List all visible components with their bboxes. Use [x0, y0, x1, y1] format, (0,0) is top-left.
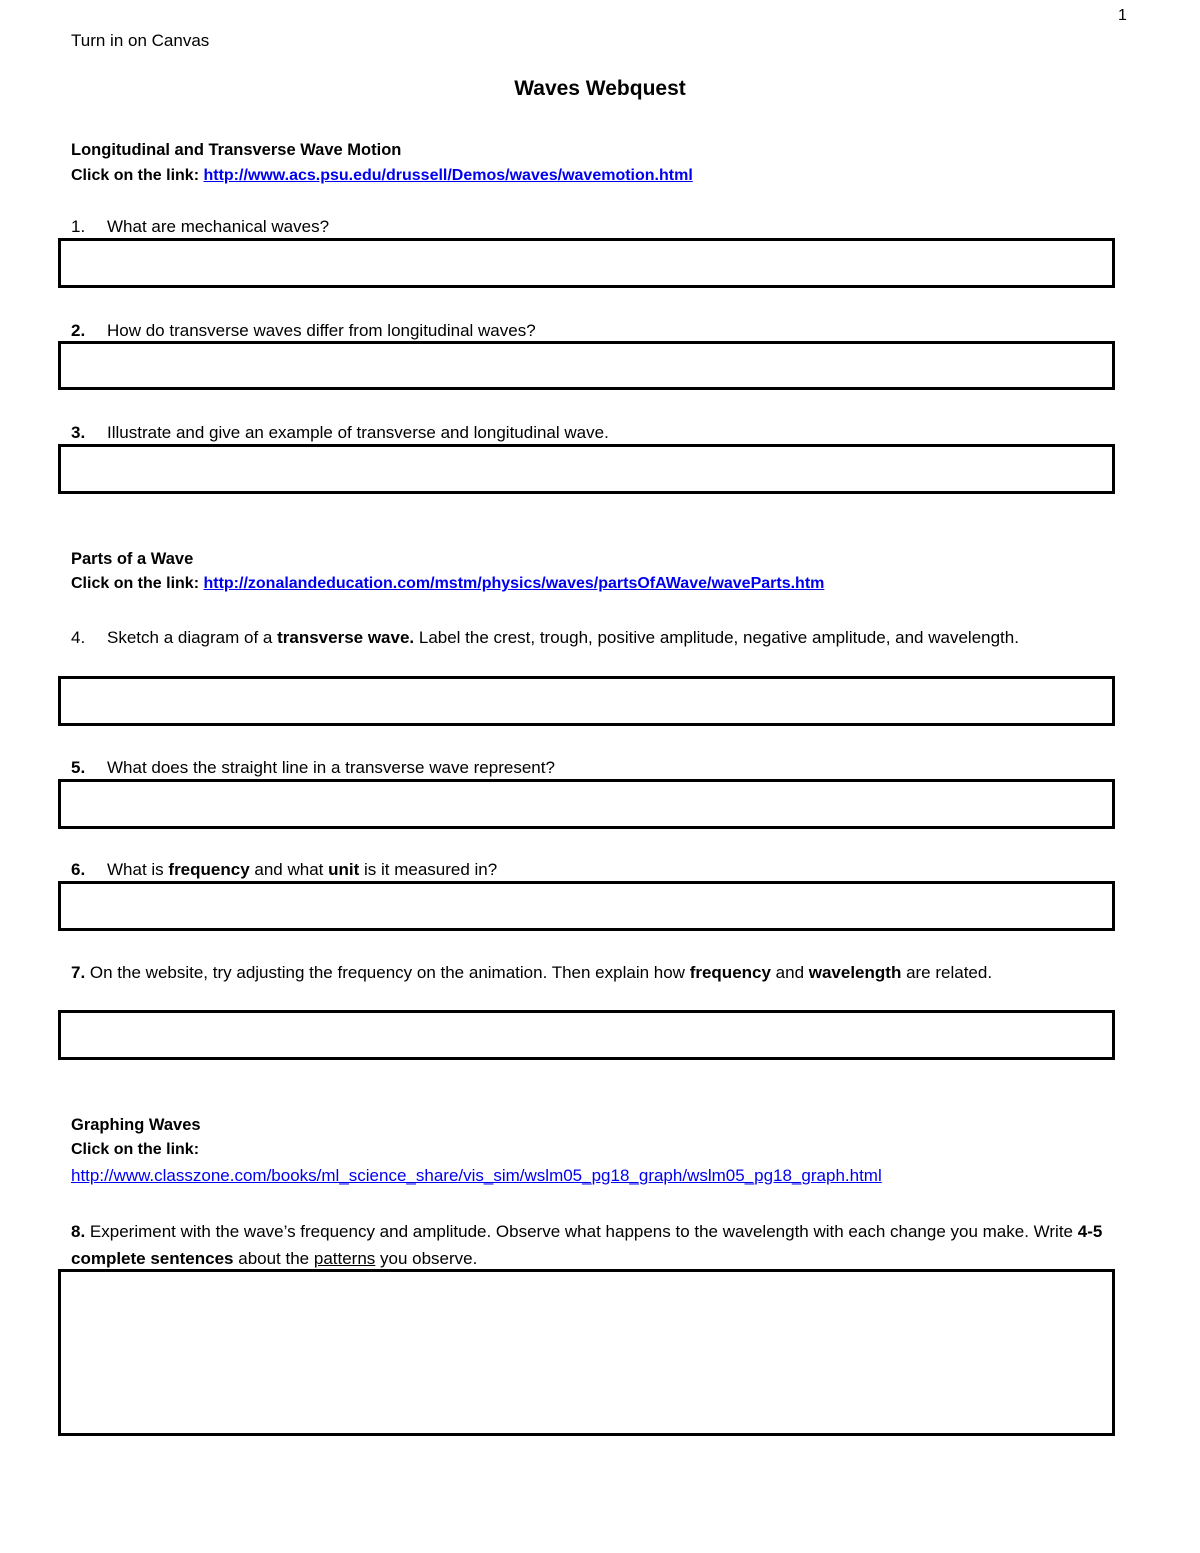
section-title-graphing-waves: Graphing Waves: [71, 1116, 201, 1134]
parts-of-wave-link[interactable]: http://zonalandeducation.com/mstm/physics/waves/partsOfAWave/waveParts.htm: [203, 575, 825, 592]
question-bold-term: frequency: [168, 860, 250, 879]
answer-box-3[interactable]: [58, 444, 1115, 494]
question-3: [71, 419, 1121, 446]
question-text: you observe.: [375, 1249, 478, 1268]
question-number: 2.: [71, 321, 86, 340]
question-underlined-term: patterns: [313, 1249, 376, 1268]
question-number: 3.: [71, 423, 86, 442]
answer-box-1[interactable]: [58, 238, 1115, 288]
question-bold-term: 4-5 complete sentences: [71, 1222, 1103, 1268]
question-6: [71, 856, 1121, 883]
question-number: 1.: [71, 217, 86, 236]
question-text: Illustrate and give an example of transverse and longitudinal wave.: [107, 423, 609, 442]
question-text: What is: [107, 860, 169, 879]
answer-box-2[interactable]: [58, 341, 1115, 390]
question-1: [71, 213, 1121, 240]
question-bold-term: wavelength: [808, 963, 902, 982]
question-bold-term: unit: [328, 860, 360, 879]
page-number: 1: [1118, 7, 1127, 24]
question-7: [71, 959, 1121, 986]
question-text: are related.: [901, 963, 993, 982]
question-text: How do transverse waves differ from longitudinal waves?: [107, 321, 536, 340]
question-number: 6.: [71, 860, 86, 879]
answer-box-8[interactable]: [58, 1269, 1115, 1436]
answer-box-4[interactable]: [58, 676, 1115, 726]
question-text: Sketch a diagram of a: [107, 628, 278, 647]
document-title: Waves Webquest: [514, 77, 686, 100]
link-line-wave-motion: [71, 167, 693, 185]
wave-motion-link[interactable]: http://www.acs.psu.edu/drussell/Demos/waves/wavemotion.html: [203, 167, 693, 184]
question-5: [71, 754, 1121, 781]
answer-box-5[interactable]: [58, 779, 1115, 829]
question-text: Experiment with the wave’s frequency and amplitude. Observe what happens to the wavelength with each change you make. Write: [85, 1222, 1078, 1241]
question-text: What are mechanical waves?: [107, 217, 330, 236]
question-number: 8.: [71, 1222, 86, 1241]
question-text: and: [770, 963, 809, 982]
question-text: Label the crest, trough, positive amplitude, negative amplitude, and wavelength.: [414, 628, 1019, 647]
question-bold-term: frequency: [689, 963, 771, 982]
page-header: Turn in on Canvas: [71, 31, 210, 50]
link-line-parts-of-wave: [71, 575, 824, 593]
link-prefix: Click on the link:: [71, 575, 204, 592]
answer-box-6[interactable]: [58, 881, 1115, 931]
link-line-graphing-waves: [71, 1166, 882, 1186]
question-text: What does the straight line in a transverse wave represent?: [107, 758, 555, 777]
question-text: about the: [233, 1249, 314, 1268]
question-4: [71, 624, 1121, 651]
link-prefix: Click on the link:: [71, 167, 204, 184]
section-title-wave-motion: Longitudinal and Transverse Wave Motion: [71, 141, 402, 159]
question-number: 4.: [71, 628, 86, 647]
question-text: On the website, try adjusting the frequency on the animation. Then explain how: [85, 963, 690, 982]
question-bold-term: transverse wave.: [277, 628, 415, 647]
question-text: and what: [249, 860, 329, 879]
question-text: is it measured in?: [359, 860, 498, 879]
question-number: 5.: [71, 758, 86, 777]
question-number: 7.: [71, 963, 86, 982]
question-2: [71, 317, 1121, 344]
answer-box-7[interactable]: [58, 1010, 1115, 1060]
graphing-waves-link[interactable]: http://www.classzone.com/books/ml_science_share/vis_sim/wslm05_pg18_graph/wslm05_pg18_graph.html: [71, 1166, 882, 1185]
question-8: [71, 1218, 1121, 1272]
link-prefix: Click on the link:: [71, 1141, 200, 1158]
section-title-parts-of-wave: Parts of a Wave: [71, 550, 194, 568]
